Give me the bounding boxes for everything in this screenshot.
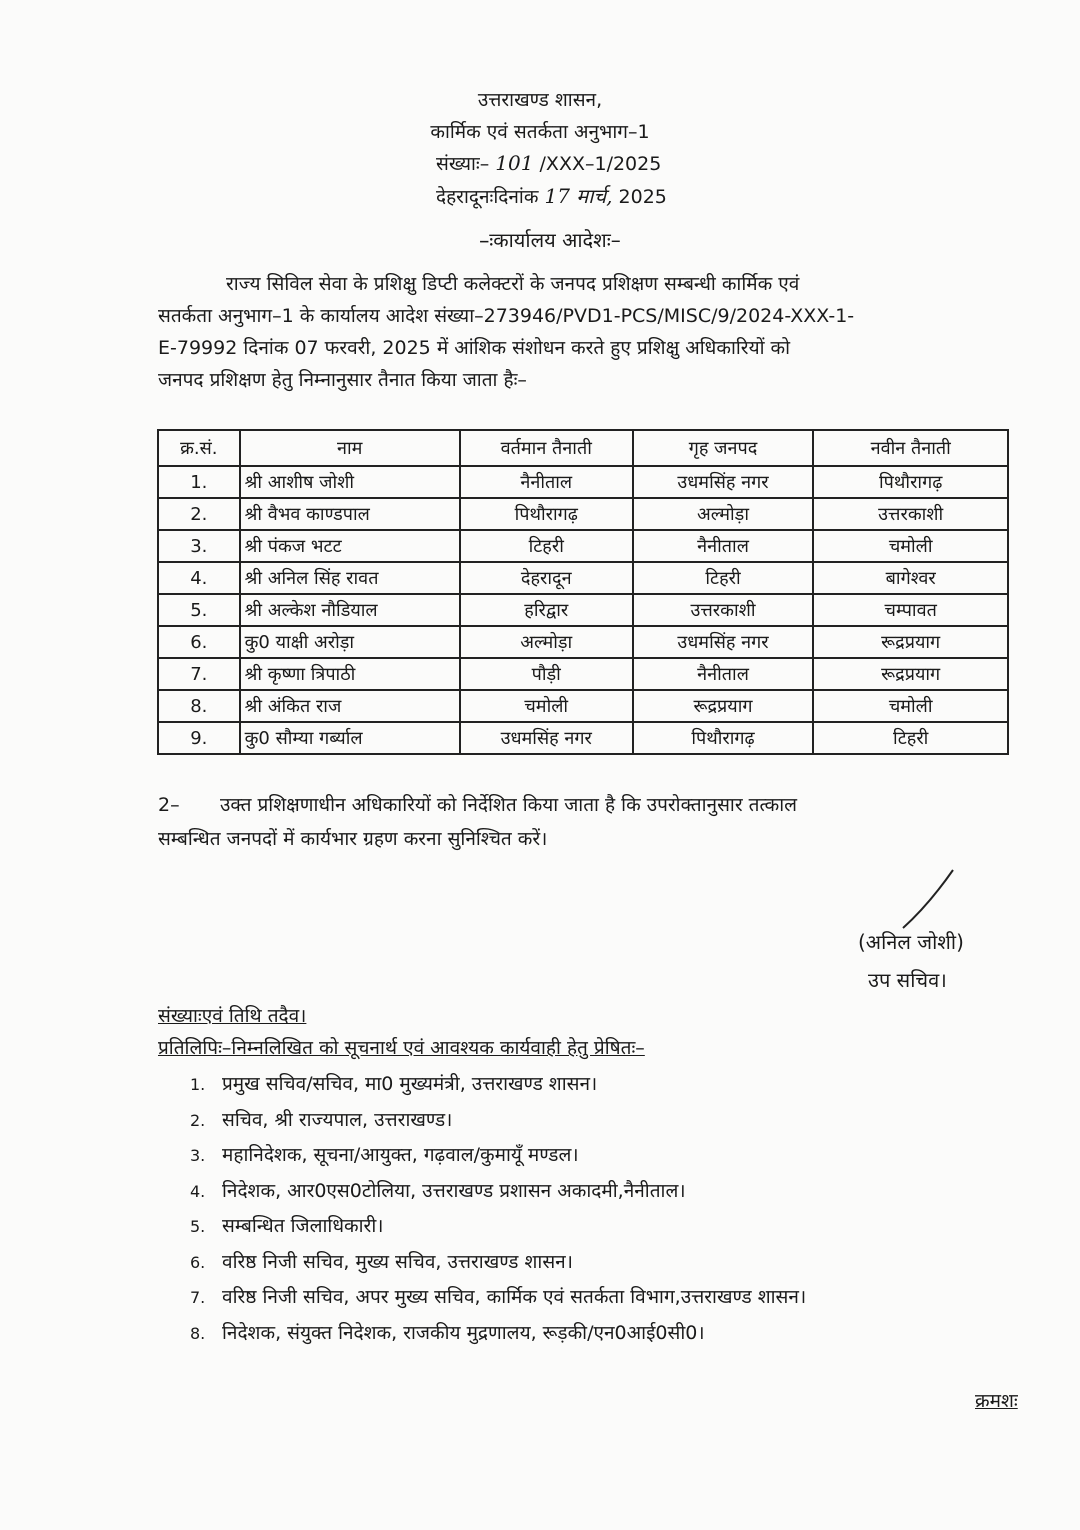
list-item-text: प्रमुख सचिव/सचिव, मा0 मुख्यमंत्री, उत्तराखण्ड शासन। — [222, 1073, 598, 1095]
cell-new-posting: टिहरी — [813, 722, 1008, 754]
table-row — [158, 658, 1008, 690]
list-item-text: निदेशक, संयुक्त निदेशक, राजकीय मुद्रणालय, रूड़की/एन0आई0सी0। — [222, 1321, 705, 1344]
order-date-label: देहरादूनःदिनांक — [436, 186, 539, 208]
cell-serial: 6. — [158, 626, 240, 658]
order-date-handwritten: 17 मार्च, — [544, 184, 613, 208]
list-item — [190, 1317, 806, 1353]
instruction-paragraph — [158, 788, 1036, 856]
signature-mark — [895, 866, 965, 936]
cell-new-posting: पिथौरागढ़ — [813, 466, 1008, 498]
cell-home-district: अल्मोड़ा — [633, 498, 814, 530]
cell-serial: 4. — [158, 562, 240, 594]
table-row — [158, 594, 1008, 626]
intro-paragraph — [158, 268, 1036, 396]
list-item — [190, 1104, 806, 1140]
continued-marker: क्रमशः — [975, 1390, 1018, 1412]
list-item-text: निदेशक, आर0एस0टोलिया, उत्तराखण्ड प्रशासन अकादमी,नैनीताल। — [222, 1179, 686, 1202]
cell-new-posting: रूद्रप्रयाग — [813, 658, 1008, 690]
table-row — [158, 466, 1008, 498]
copy-to-heading: प्रतिलिपिः–निम्नलिखित को सूचनार्थ एवं आवश्यक कार्यवाही हेतु प्रेषितः– — [158, 1037, 645, 1059]
cell-name: श्री वैभव काण्डपाल — [240, 498, 460, 530]
signatory-name: (अनिल जोशी) — [858, 930, 964, 954]
list-item-number: 2. — [190, 1110, 206, 1130]
order-date-year: 2025 — [618, 186, 667, 208]
cell-home-district: रूद्रप्रयाग — [633, 690, 814, 722]
intro-line: E-79992 दिनांक 07 फरवरी, 2025 में आंशिक संशोधन करते हुए प्रशिक्षु अधिकारियों को — [158, 337, 791, 359]
cell-new-posting: उत्तरकाशी — [813, 498, 1008, 530]
cell-serial: 9. — [158, 722, 240, 754]
cell-home-district: पिथौरागढ़ — [633, 722, 814, 754]
list-item-text: महानिदेशक, सूचना/आयुक्त, गढ़वाल/कुमायूँ मण्डल। — [222, 1144, 579, 1166]
list-item-number: 7. — [190, 1288, 206, 1307]
table-header-row — [158, 430, 1008, 466]
intro-line: जनपद प्रशिक्षण हेतु निम्नानुसार तैनात किया जाता हैः– — [158, 369, 527, 391]
copy-to-list — [190, 1068, 806, 1352]
cell-current-posting: हरिद्वार — [460, 594, 633, 626]
header-name: नाम — [240, 430, 460, 466]
cell-new-posting: चम्पावत — [813, 594, 1008, 626]
list-item — [190, 1246, 806, 1282]
instruction-line-1 — [158, 788, 1036, 822]
cell-name: श्री अनिल सिंह रावत — [240, 562, 460, 594]
list-item-number: 6. — [190, 1252, 206, 1272]
order-title: –ःकार्यालय आदेशः– — [479, 228, 621, 252]
cell-current-posting: देहरादून — [460, 562, 633, 594]
list-item-text: वरिष्ठ निजी सचिव, मुख्य सचिव, उत्तराखण्ड शासन। — [222, 1250, 573, 1273]
cell-serial: 8. — [158, 690, 240, 722]
table-row — [158, 690, 1008, 722]
list-item — [190, 1139, 806, 1175]
order-number-handwritten: 101 — [495, 151, 534, 175]
list-item-text: सचिव, श्री राज्यपाल, उत्तराखण्ड। — [222, 1108, 453, 1131]
cell-current-posting: चमोली — [460, 690, 633, 722]
cell-home-district: नैनीताल — [633, 658, 814, 690]
cell-name: श्री कृष्णा त्रिपाठी — [240, 658, 460, 690]
cell-name: श्री अल्केश नौडियाल — [240, 594, 460, 626]
signatory-designation: उप सचिव। — [868, 968, 947, 992]
table-row — [158, 562, 1008, 594]
cell-home-district: उधमसिंह नगर — [633, 466, 814, 498]
cell-name: श्री अंकित राज — [240, 690, 460, 722]
cell-name: श्री आशीष जोशी — [240, 466, 460, 498]
list-item-number: 5. — [190, 1217, 206, 1236]
cell-home-district: नैनीताल — [633, 530, 814, 562]
reference-line: संख्याःएवं तिथि तदैव। — [158, 1005, 307, 1027]
cell-current-posting: नैनीताल — [460, 466, 633, 498]
order-number — [436, 150, 661, 176]
cell-home-district: टिहरी — [633, 562, 814, 594]
intro-line: सतर्कता अनुभाग–1 के कार्यालय आदेश संख्या–273946/PVD1-PCS/MISC/9/2024-XXX-1- — [158, 305, 855, 327]
order-number-label: संख्याः– — [436, 153, 490, 175]
instruction-text-1: उक्त प्रशिक्षणाधीन अधिकारियों को निर्देशित किया जाता है कि उपरोक्तानुसार तत्काल — [220, 794, 798, 816]
postings-table — [157, 429, 1009, 755]
cell-serial: 5. — [158, 594, 240, 626]
cell-new-posting: बागेश्वर — [813, 562, 1008, 594]
list-item-number: 8. — [190, 1323, 206, 1343]
list-item-text: सम्बन्धित जिलाधिकारी। — [222, 1215, 384, 1237]
cell-serial: 2. — [158, 498, 240, 530]
cell-serial: 7. — [158, 658, 240, 690]
cell-home-district: उत्तरकाशी — [633, 594, 814, 626]
list-item-number: 1. — [190, 1075, 206, 1094]
cell-name: कु0 याक्षी अरोड़ा — [240, 626, 460, 658]
department-name: कार्मिक एवं सतर्कता अनुभाग–1 — [430, 121, 650, 143]
cell-current-posting: अल्मोड़ा — [460, 626, 633, 658]
cell-current-posting: पौड़ी — [460, 658, 633, 690]
cell-current-posting: पिथौरागढ़ — [460, 498, 633, 530]
header-home-district: गृह जनपद — [633, 430, 814, 466]
instruction-text-2: सम्बन्धित जनपदों में कार्यभार ग्रहण करना सुनिश्चित करें। — [158, 828, 548, 850]
cell-home-district: उधमसिंह नगर — [633, 626, 814, 658]
list-item-number: 3. — [190, 1146, 206, 1165]
cell-name: कु0 सौम्या गर्ब्याल — [240, 722, 460, 754]
list-item — [190, 1281, 806, 1317]
intro-line: राज्य सिविल सेवा के प्रशिक्षु डिप्टी कलेक्टरों के जनपद प्रशिक्षण सम्बन्धी कार्मिक एवं — [226, 273, 800, 295]
table-row — [158, 722, 1008, 754]
cell-new-posting: चमोली — [813, 690, 1008, 722]
cell-serial: 3. — [158, 530, 240, 562]
cell-name: श्री पंकज भटट — [240, 530, 460, 562]
paragraph-number: 2– — [158, 794, 180, 816]
list-item — [190, 1210, 806, 1246]
list-item-number: 4. — [190, 1181, 206, 1201]
cell-current-posting: उधमसिंह नगर — [460, 722, 633, 754]
table-row — [158, 530, 1008, 562]
header-new-posting: नवीन तैनाती — [813, 430, 1008, 466]
list-item-text: वरिष्ठ निजी सचिव, अपर मुख्य सचिव, कार्मिक एवं सतर्कता विभाग,उत्तराखण्ड शासन। — [222, 1286, 807, 1308]
list-item — [190, 1175, 806, 1211]
list-item — [190, 1068, 806, 1104]
header-current-posting: वर्तमान तैनाती — [460, 430, 633, 466]
cell-new-posting: चमोली — [813, 530, 1008, 562]
order-number-suffix: /XXX–1/2025 — [539, 153, 662, 175]
table-row — [158, 626, 1008, 658]
cell-current-posting: टिहरी — [460, 530, 633, 562]
government-name: उत्तराखण्ड शासन, — [477, 89, 603, 111]
order-date — [436, 182, 667, 209]
cell-new-posting: रूद्रप्रयाग — [813, 626, 1008, 658]
table-row — [158, 498, 1008, 530]
header-serial: क्र.सं. — [158, 430, 240, 466]
cell-serial: 1. — [158, 466, 240, 498]
